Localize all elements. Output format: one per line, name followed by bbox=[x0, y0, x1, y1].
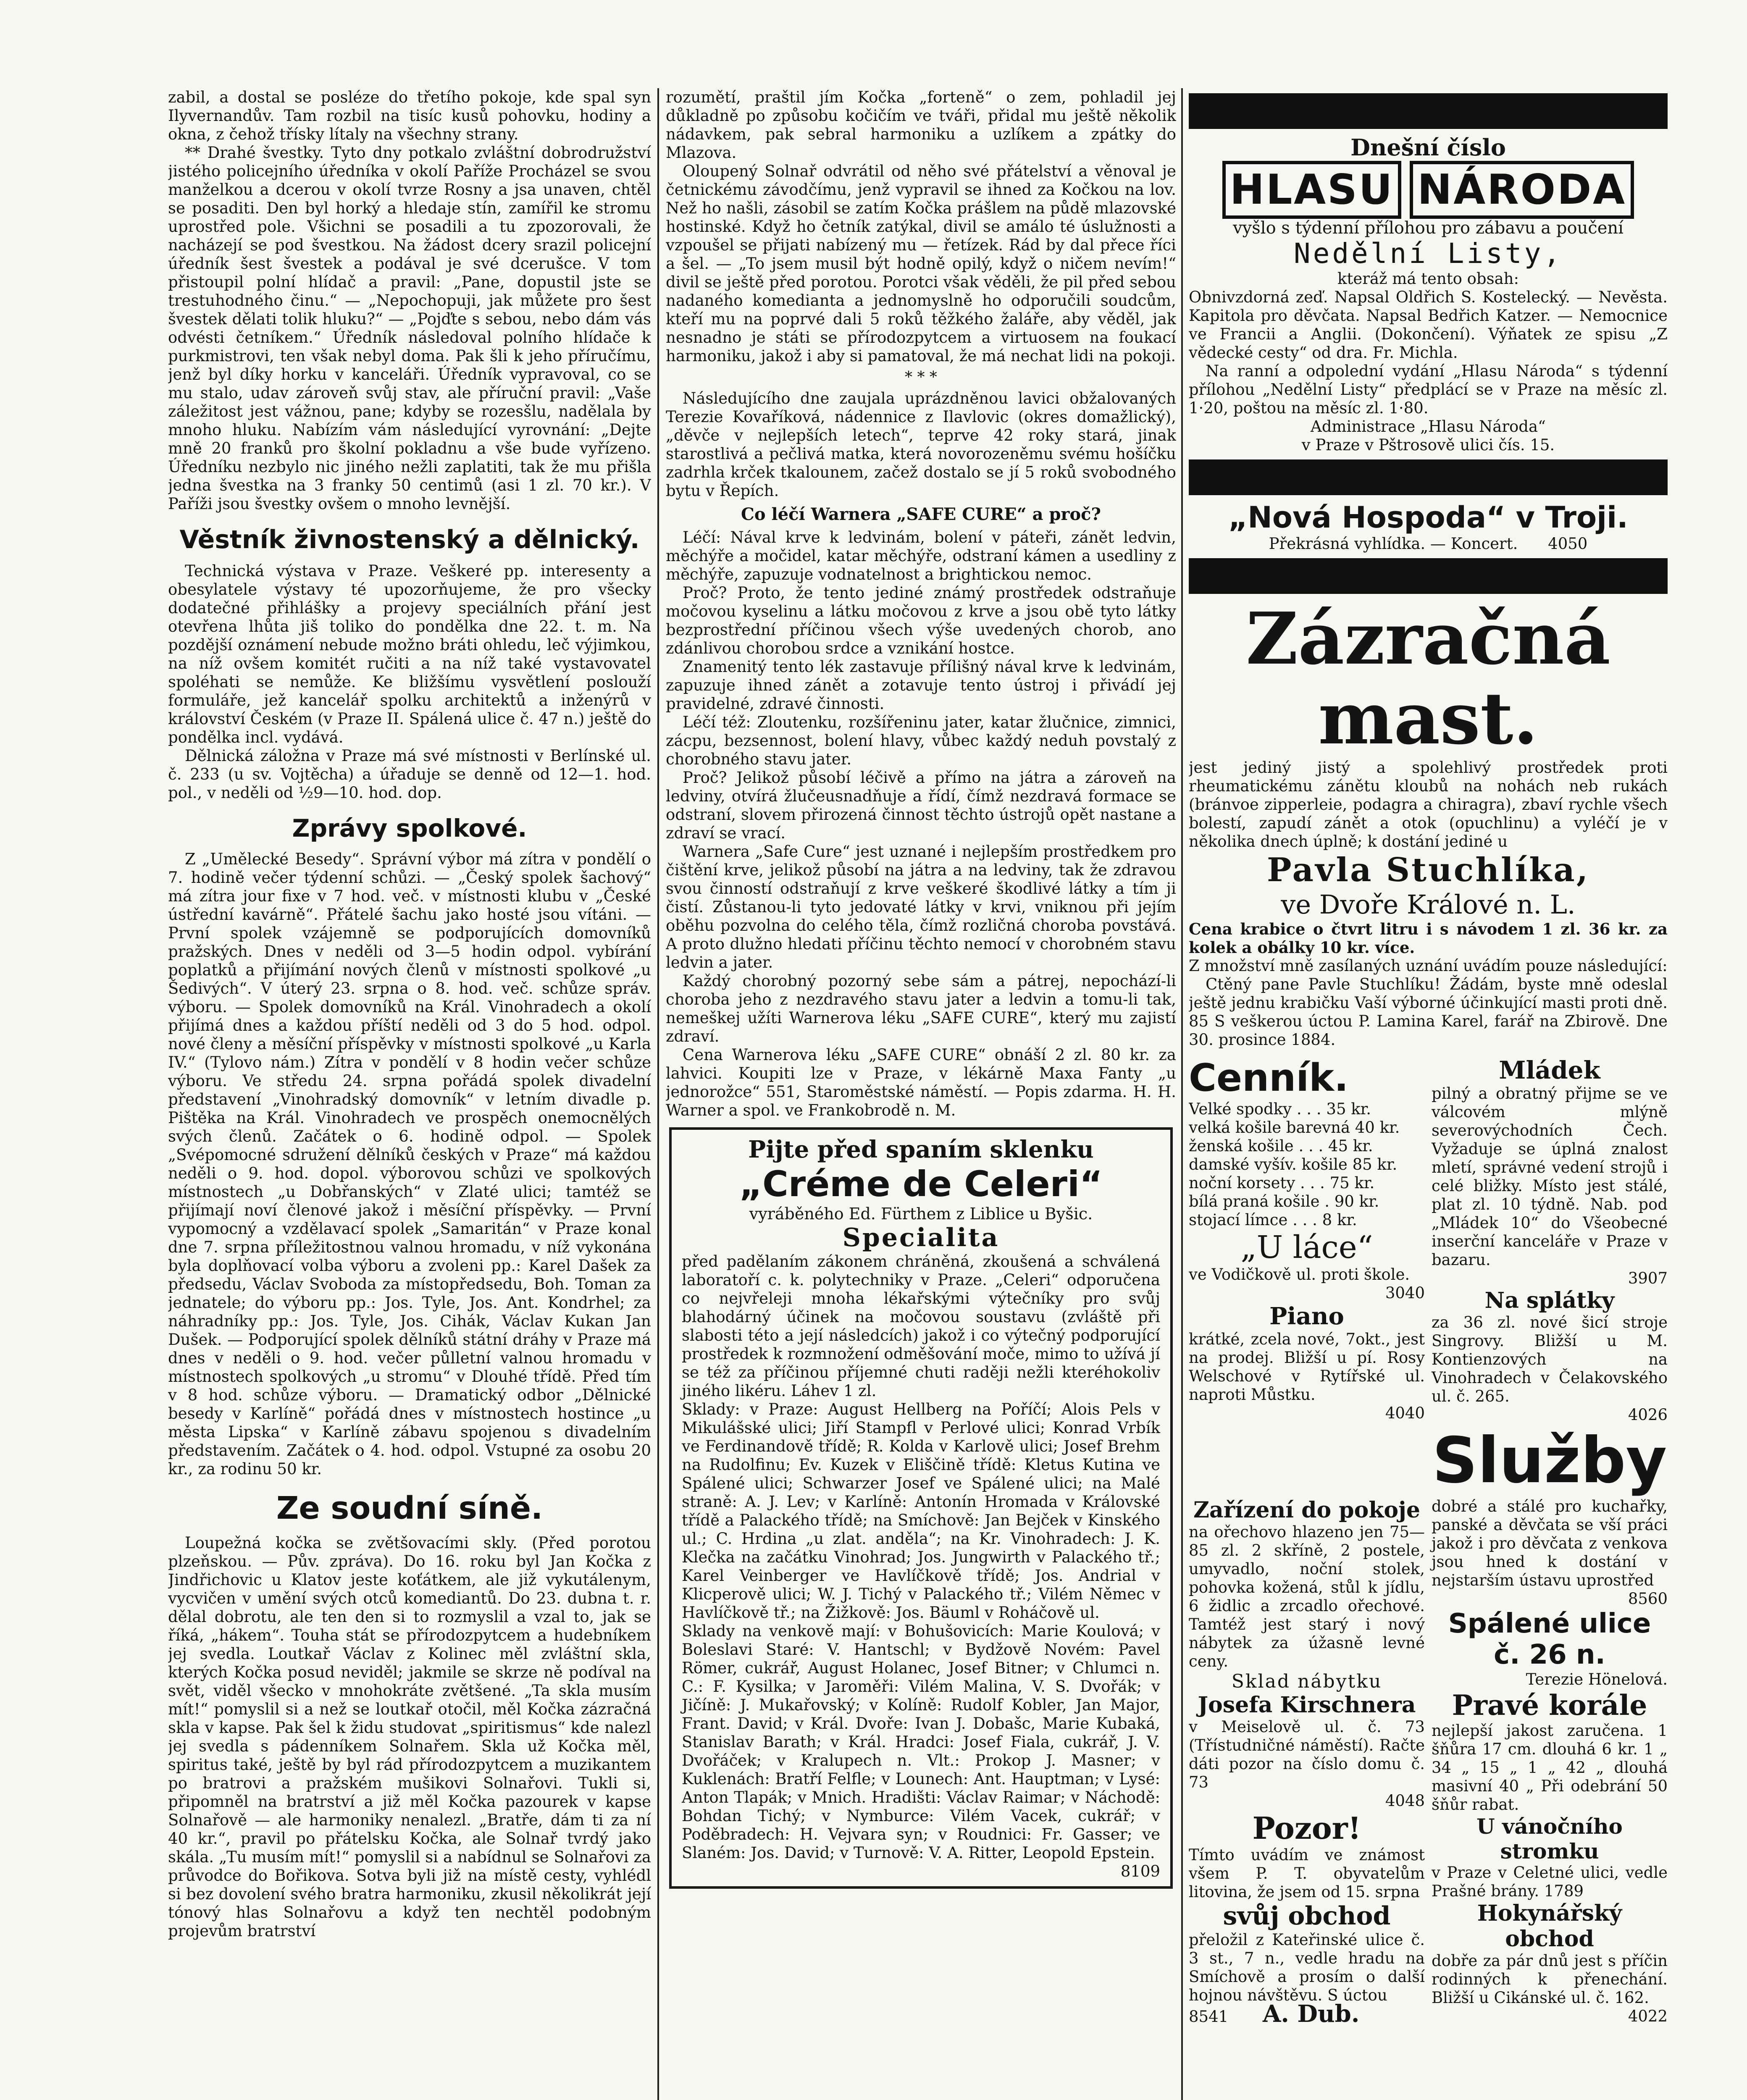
splatky-number: 4026 bbox=[1628, 1406, 1668, 1424]
section-heading-soud: Ze soudní síně. bbox=[276, 1490, 543, 1526]
sluzby-title: Služby bbox=[1432, 1424, 1667, 1497]
safe-cure-p5: Proč? Jelikož působí léčivě a přímo na játra a zároveň na ledviny, otvírá žlučeusnadňuje a řídí, čímž nezdravá formace se odstraní, slovem přirozená činnost těchto ústrojů opět nastane a zdraví se vrací. bbox=[666, 769, 1176, 842]
celeri-spec: Specialita bbox=[842, 1223, 1000, 1252]
celeri-sklady: Sklady: v Praze: August Hellberg na Poříčí; Alois Pels v Mikulášské ulici; Jiří Stampfl v Perlové ulici; Konrad Vrbík ve Ferdinandově třídě; R. Kolda v Karlově ulici; Josef Brehm na Rudolfinu; Ev. Kuzek v Eliščině třídě: Kletus Kutina ve Spálené ulici; Schwarzer Josef ve Spálené ulici; na Malé straně: A. J. Lev; v Karlíně: Antonín Hromada v Královské třídě a Palackého třídě; na Smíchově: Jan Bejček v Kinského ul.; C. Hrdina „u zlat. anděla“; na Kr. Vinohradech: J. K. Klečka na začátku Vinohrad; Jos. Jungwirth v Palackého tř.; Karel Veinberger ve Havlíčkově třídě; Jos. Andrial v Klicperově ulici; W. J. Tichý v Palackého tř.; Vilém Němec v Havlíčkově tř.; na Žižkově: Jos. Bäuml v Roháčově ul. bbox=[682, 1400, 1160, 1622]
zarizeni-ad bbox=[1189, 1497, 1425, 2026]
cennik-row: Velké spodky . . . 35 kr. bbox=[1189, 1100, 1371, 1118]
cennik-row: velká košile barevná 40 kr. bbox=[1189, 1118, 1400, 1137]
cennik-row: damské vyšív. košile 85 kr. bbox=[1189, 1155, 1398, 1173]
column-2 bbox=[666, 88, 1176, 2100]
sluzby-body: dobré a stálé pro kuchařky, panské a děvčata se vší práci jakož i pro děvčata z venkova jsou hned k dostání v nejstarším ústavu uprostřed bbox=[1432, 1497, 1668, 1589]
article-kocka-cont: rozumětí, praštil jím Kočka „forteně“ o zem, pohladil jej důkladně po způsobu kočičím ve tváři, přidal mu ještě několik nádavkem, pak sebral harmoniku a uzlíkem a zpátky do Mlazova. bbox=[666, 88, 1176, 162]
dvur-kralove: ve Dvoře Králové n. L. bbox=[1281, 889, 1576, 920]
sluzby-number: 8560 bbox=[1628, 1590, 1668, 1608]
celeri-number: 8109 bbox=[1120, 1862, 1160, 1880]
kirschner-number: 4048 bbox=[1385, 1792, 1425, 1810]
sklad-nabytku: Sklad nábytku bbox=[1231, 1671, 1382, 1692]
cennik-row: noční korsety . . . 75 kr. bbox=[1189, 1174, 1375, 1192]
article-kocka: Loupežná kočka se zvětšovacími skly. (Před porotou plzeňskou. — Pův. zpráva). Do 16. roku byl Jan Kočka z Jindřichovic u Klatov jeste koťátkem, ale již vykutálenym, vycvičen v umění svých otců komediantů. Do 23. dubna t. r. dělal dobrotu, ale ten den si to rozmyslil a vzal to, jak se říká, „hákem“. Touha stát se přírodozpytcem a hudebníkem jej svedla. Loutkař Václav z Kolinec měl zvláštní skla, kterých Kočka posud neviděl; jakmile se skrze ně podíval na svět, viděl všecko v mnohokráte zvětšené. „Ta skla musím mít!“ pomyslil si a než se loutkař otočil, měl Kočka zázračná skla v kapse. Pak šel k židu studovat „spiritismus“ kde nalezl jej svedla s pádenníkem Solnařem. Skla už Kočka měl, spiritus také, ještě by byl rád přírodozpytcem a muzikantem po bratrovi a pražském mušikovi Solnařovi. Tukli si, připomněl na bratrství a již měl Kočka pazourek v kapse Solnařově — ale harmoniky nenalezl. „Bratře, dám ti za ní 40 kr.“, pravil po přátelsku Kočka, ale Solnař tvrdý jako skála. „Tu musím mít!“ pomyslil si a nabídnul se Solnařovi za průvodce do Bořikova. Sotva byli již na místě cesty, vyhlédl si bez dovolení svého bratra harmoniku, zkusil několikrát její tónový hlas Solnařovu a když ten nechtěl podobným projevům bratrství bbox=[168, 1534, 651, 1940]
piano-number: 4040 bbox=[1385, 1404, 1425, 1422]
black-bar bbox=[1189, 558, 1668, 594]
safe-cure-p7: Každý chorobný pozorný sebe sám a pátrej, nepochází-li choroba jeho z nezdravého stavu jater a ledvin a tomu-li tak, nemeškej užíti Warnerova léku „SAFE CURE“, který mu zajistí zdraví. bbox=[666, 972, 1176, 1045]
obsah-body: Obnivzdorná zeď. Napsal Oldřich S. Kostelecký. — Nevěsta. Kapitola pro děvčata. Napsal Bedřich Katzer. — Nemocnice ve Francii a Anglii. (Dokončení). Výňatek ze spisu „Z vědecké cesty“ od dra. Fr. Michla. bbox=[1189, 288, 1668, 362]
mast-body: jest jediný jistý a spolehlivý prostředek proti rheumatickému zánětu kloubů na nohách neb rukách (bránvoe zipperleie, podagra a chiragra), zbaví rychle všech bolestí, zapudí zánět a otok (opuchlinu) a vyléčí je v několika dnech úplně; k dostání jediné u bbox=[1189, 759, 1668, 850]
piano-title: Piano bbox=[1269, 1302, 1344, 1330]
section-heading-zpravy: Zprávy spolkové. bbox=[292, 814, 527, 843]
zazracna-title: Zázračná bbox=[1246, 597, 1610, 681]
hokynarsky-obchod: Hokynářský obchod bbox=[1477, 1900, 1622, 1952]
terezie-honelova: Terezie Hönelová. bbox=[1526, 1670, 1668, 1688]
cennik-row: stojací límce . . . 8 kr. bbox=[1189, 1211, 1357, 1229]
mladek-ad bbox=[1432, 1056, 1668, 1497]
nova-hospoda: „Nová Hospoda“ v Troji. bbox=[1228, 500, 1628, 535]
ads-grid-1 bbox=[1189, 1056, 1668, 1497]
safe-cure-p1: Léčí: Nával krve k ledvinám, bolení v páteři, zánět ledvin, měchýře a močidel, katar měchýře, odstraní kámen a usedliny z měchýře, zapuzuje vodnatelnost a brightickou nemoc. bbox=[666, 528, 1176, 583]
celeri-body: před padělaním zákonem chráněná, zkoušená a schválená laboratoří c. k. polytechniky v Praze. „Celeri“ odporučena co nejvřeleji mnoha lékařskými výtečníky pro svůj blahodárný účinek na močovou soustavu (zvláště při slabosti této a její následcích) jakož i co výtečný podporující prostředek k rozmnožení odměšování moče, mimo to užívá jí se též za příčinou příjemné chuti raději nežli kteréhokoliv jiného likéru. Láhev 1 zl. bbox=[682, 1252, 1160, 1400]
celeri-line1: Pijte před spaním sklenku bbox=[748, 1136, 1094, 1163]
piano-body: krátké, zcela nové, 7okt., jest na prodej. Bližší u pí. Rosy Welschové v Rytířské ul. naproti Můstku. bbox=[1189, 1330, 1425, 1404]
mast-title: mast. bbox=[1318, 677, 1538, 761]
article-spolky: Z „Umělecké Besedy“. Správní výbor má zítra v pondělí o 7. hodině večer týdenní schůzi. — „Český spolek šachový“ má zítra jour fixe v 7 hod. več. v místnosti klubu v „České ústřední kavárně“. Přátelé šachu jako hosté jsou vítáni. — První spolek vzájemně se podporujících domovníků pražských. Dnes v neděli od 3—5 hodin odpol. vybírání poplatků a přijímání nových členů v místnosti spolkové „u Šedivých“. V úterý 23. srpna o 8. hod. več. schůze správ. výboru. — Spolek domovníků na Král. Vinohradech a okolí přijímá dnes a každou příští neděli od 3 do 5 hod. odpol. nové členy a měsíční příspěvky v místnosti spolkové „u Karla IV.“ (Tylovo nám.) Zítra v pondělí v 8 hodin večer schůze výboru. Ve středu 24. srpna pořádá spolek divadelní představení „Vinohradský domovník“ v letním divadle p. Pištěka na Král. Vinohradech ve prospěch onemocnělých svých členů. Začátek o 6. hodině odpol. — Spolek „Svépomocné sdružení dělníků českých v Praze“ má každou neděli o 9. hod. dopol. výborovou schůzi ve spolkových místnostech „u Dobřanských“ v Zlaté ulici; tamtéž se přijímají noví členové jakož i měsíční příspěvky. — První vypomocný a vzdělavací spolek „Samaritán“ v Praze konal dne 7. srpna příležitostnou valnou hromadu, v níž vykonána byla doplňovací volba výboru a zvoleni pp.: Karel Dašek za předsedu, Václav Svoboda za místopředsedu, Boh. Toman za jednatele; do výboru pp.: Jos. Tyle, Jos. Ant. Kondrhel; za náhradníky pp.: Jos. Tyle, Jos. Cihák, Václav Kukan Jan Dušek. — Podporující spolek dělníků státní dráhy v Praze má dnes v neděli o 9. hod. večer půlletní valnou hromadu v místnostech spolkových „u stromu“ v Dlouhé třídě. Před tím v 8 hod. schůze výboru. — Dramatický odbor „Dělnické besedy v Karlíně“ pořádá dnes v místnostech hostince „u města Lipska“ v Karlíně zábavu spojenou s divadelním představením. Začátek o 4. hod. odpol. Vstupné za osobu 20 kr., za rodinu 50 kr. bbox=[168, 850, 651, 1478]
nova-hospoda-sub: Překrásná vyhlídka. — Koncert. 4050 bbox=[1269, 535, 1588, 553]
administrace-address: v Praze v Pštrosově ulici čís. 15. bbox=[1301, 436, 1555, 454]
u-lace-address: ve Vodičkově ul. proti škole. bbox=[1189, 1265, 1410, 1284]
celeri-advertisement bbox=[669, 1127, 1173, 1889]
obchod-body: přeložil z Kateřinské ulice č. 3 st., 7 n., vedle hradu na Smíchově a prosím o další hojnou návštěvu. S úctou bbox=[1189, 1931, 1425, 2004]
article-continuation: zabil, a dostal se posléze do třetího pokoje, kde spal syn Ilyvernandův. Tam rozbil na tisíc kusů pohovku, hodiny a okna, z čehož třísky lítaly na všechny strany. bbox=[168, 88, 651, 143]
u-lace: „U láce“ bbox=[1240, 1229, 1373, 1265]
hokynar-number: 4022 bbox=[1628, 2007, 1668, 2025]
obchod-title: svůj obchod bbox=[1223, 1901, 1391, 1931]
article-kovarikova: Následujícího dne zaujala uprázdněnou lavici obžalovaných Terezie Kovaříková, nádennice z Ilavlovic (okres domažlický), „děvče v nejlepších letech“, teprve 42 roky stará, jinak starostlivá a pečlivá matka, která novorozeněmu svému hošíčku zadrhla krček tkalounem, začež dostalo se jí 5 roků svobodného bytu v Řepích. bbox=[666, 389, 1176, 500]
mast-uznani: Z množství mně zasílaných uznání uvádím pouze následující: bbox=[1189, 957, 1668, 975]
pavla-stuchlika: Pavla Stuchlíka, bbox=[1266, 851, 1590, 889]
cennik-row: bílá praná košile . 90 kr. bbox=[1189, 1192, 1379, 1210]
mast-cena: Cena krabice o čtvrt litru i s návodem 1 zl. 36 kr. za kolek a obálky 10 kr. více. bbox=[1189, 920, 1668, 957]
dnesni-cislo: Dnešní číslo bbox=[1350, 134, 1506, 161]
safe-cure-p2: Proč? Proto, že tento jediné známý prostředek odstraňuje močovou kyselinu a látku močovou z krve a jsou obě tyto látky bezprostřední příčinou všech výše uvedených chorob, ano zdánlivou chorobou srdce a vznikání hostce. bbox=[666, 584, 1176, 657]
sluzby-ad bbox=[1432, 1497, 1668, 2026]
safe-cure-p6: Warnera „Safe Cure“ jest uznané i nejlepším prostředkem pro čištění krve, jelikož působí na játra a na ledviny, tak že zdravou svou činností odstraňují z krve veškeré škodlivé látky a tím ji čistí. Zůstanou-li tyto jedovaté látky v krvi, vniknou při jejím oběhu pozvolna do celého těla, čímž rozličná choroba povstává. A proto dlužno hledati příčinu těchto nemocí v chorobném stavu ledvin a jater. bbox=[666, 843, 1176, 971]
mladek-number: 3907 bbox=[1628, 1269, 1668, 1287]
vanocni-stromek: U vánočního stromku bbox=[1476, 1814, 1623, 1864]
column-1 bbox=[168, 88, 651, 2100]
safe-cure-price: Cena Warnerova léku „SAFE CURE“ obnáší 2 zl. 80 kr. za lahvici. Koupiti lze v Praze, v lékárně Maxa Fanty „u jednorožce“ 551, Staroměstské náměstí. — Popis zdarma. H. H. Warner a spol. ve Frankobrodě n. M. bbox=[666, 1046, 1176, 1119]
cennik-ad bbox=[1189, 1056, 1425, 1497]
prave-korale-title: Pravé korále bbox=[1452, 1689, 1647, 1722]
hlasu-naroda-logo: HLASU NÁRODA bbox=[1189, 161, 1668, 219]
celeri-maker: vyráběného Ed. Fürthem z Liblice u Byšic. bbox=[749, 1205, 1093, 1223]
mladek-body: pilný a obratný přijme se ve válcovém mlýně severovýchodních Čech. Vyžaduje se úplná znalost mletí, správné vedení strojů i celé bližky. Místo jest stálé, plat zl. 10 týdně. Nab. pod „Mládek 10“ do Všeobecné inserční kanceláře v Praze v bazaru. bbox=[1432, 1084, 1668, 1269]
black-bar bbox=[1189, 459, 1668, 495]
column-3-ads bbox=[1189, 88, 1668, 2100]
separator-stars: * * * bbox=[905, 369, 937, 386]
zarizeni-body: na ořechovo hlazeno jen 75—85 zl. 2 skříně, 2 postele, umyvadlo, noční stolek, pohovka kožená, stůl k jídlu, 6 židlic a zrcadlo ořechové. Tamtéž jest starý i nový nábytek za úžasně levné ceny. bbox=[1189, 1523, 1425, 1670]
article-solnar: Oloupený Solnař odvrátil od něho své přátelství a věnoval je četnickému závodčímu, jenž vypravil se ihned za Kočkou na lov. Než ho našli, zásobil se zatím Kočka prášlem na půdě mlazovské hostinské. Když ho četník zatýkal, divil se amálo té úslužnosti a vzpoušel se přijati nabízený mu — řetízek. Rád by dal přece říci a šel. — „To jsem musil být hodně opilý, když o ničem nevím!“ divil se ještě před porotou. Porotci však věděli, že pil před sebou nadaného komedianta a jednomyslně ho odporučili soudcům, kteří mu na poprvé dali 5 roků těžkého žaláře, aby věděl, jak nesnadno je státi se přírodozpytcem a virtuosem na foukací harmoniku, jakož i aby si pamatoval, že má nechat lidi na pokoji. bbox=[666, 162, 1176, 365]
pozor-body: Tímto uvádím ve známost všem P. T. obyvatelům litovina, že jsem od 15. srpna bbox=[1189, 1846, 1425, 1901]
administrace: Administrace „Hlasu Národa“ bbox=[1311, 417, 1546, 436]
korale-body: nejlepší jakost zaručena. 1 šňůra 17 cm. dlouhá 6 kr. 1 „ 34 „ 15 „ 1 „ 42 „ dlouhá masivní 40 „ Při odebrání 50 šňůr rabat. bbox=[1432, 1722, 1668, 1814]
mast-letter: Ctěný pane Pavle Stuchlíku! Žádám, byste mně odeslal ještě jednu krabičku Vaší výborné účinkující masti proti dně. 85 S veškerou úctou P. Lamina Karel, farář na Zbirově. Dne 30. prosince 1884. bbox=[1189, 975, 1668, 1049]
column-divider bbox=[657, 88, 659, 2100]
zarizeni-title: Zařízení do pokoje bbox=[1193, 1497, 1420, 1523]
hokynar-body: dobře za pár dnů jest s příčin rodinných k přenechání. Bližší u Cikánské ul. č. 162. bbox=[1432, 1952, 1668, 2007]
nedelni-listy: Nedělní Listy, bbox=[1293, 237, 1563, 270]
pozor-title: Pozor! bbox=[1252, 1810, 1361, 1846]
spalene-ulice: Spálené ulice č. 26 n. bbox=[1448, 1608, 1651, 1670]
safe-cure-heading: Co léčí Warnera „SAFE CURE“ a proč? bbox=[741, 504, 1101, 524]
vyslo-text: vyšlo s týdenní přílohou pro zábavu a poučení bbox=[1233, 218, 1624, 238]
cennik-title: Cenník. bbox=[1189, 1056, 1349, 1100]
article-zalozna: Dělnická záložna v Praze má své místnosti v Berlínské ul. č. 233 (u sv. Vojtěcha) a úřaduje se denně od 12—1. hod. pol., v neděli od ½9—10. hod. dop. bbox=[168, 747, 651, 802]
u-lace-number: 3040 bbox=[1385, 1284, 1425, 1302]
column-divider bbox=[1181, 88, 1183, 2100]
kirschner-name: Josefa Kirschnera bbox=[1198, 1692, 1416, 1718]
article-svestky: ** Drahé švestky. Tyto dny potkalo zvláštní dobrodružství jistého policejního úředníka v okolí Paříže Procházel se svou manželkou a dcerou v okolí tvrze Rosny a jsa unaven, chtěl se posaditi. Den byl horký a hledaje stín, zamířil ke stromu uprostřed pole. Všichni se posadili a tu zpozorovali, že nacházejí se pod švestkou. Na žádost dcery srazil policejní úředník šest švestek a podával je své dcerušce. V tom přistoupil polní hlídač a pravil: „Pane, dopustil jste se trestuhodného činu.“ — „Nepochopuji, jak můžete pro šest švestek dělati tolik hluku?“ — „Pojďte s sebou, nebo dám vás odvésti četníkem.“ Úředník následoval polního hlídače k purkmistrovi, ten však nebyl doma. Pak šli k jeho příručímu, jenž byl díky horku v kanceláři. Úředník vypravoval, co se mu stalo, udav zároveň svůj stav, ale příruční pravil: „Vaše záležitost jest vážnou, pane; kdyby se rozesšlu, nadělala by mnoho hluku. Nabízím vám následující vyrovnání: „Dejte mně 20 franků pro školní pokladnu a vše bude vyřízeno. Úředníku nezbylo nic jiného nežli zaplatiti, tak že mu přišla jedna švestka na 3 franky 50 centimů (asi 1 zl. 70 kr.). V Paříži jsou švestky ovšem o mnoho levnější. bbox=[168, 144, 651, 513]
stromek-body: v Praze v Celetné ulici, vedle Prašné brány. 1789 bbox=[1432, 1864, 1668, 1900]
cennik-row: ženská košile . . . 45 kr. bbox=[1189, 1137, 1373, 1155]
ads-grid-2 bbox=[1189, 1497, 1668, 2026]
safe-cure-p3: Znamenitý tento lék zastavuje přílišný nával krve k ledvinám, zapuzuje ihned zánět a zotavuje tento ústroj i přivádí jej pravidelné, zdravé činnosti. bbox=[666, 658, 1176, 713]
safe-cure-p4: Léčí též: Zloutenku, rozšířeninu jater, katar žlučnice, zimnici, zácpu, bezsennost, bolení hlavy, vůbec každý neduh povstalý z chorobného stavu jater. bbox=[666, 713, 1176, 768]
mladek-title: Mládek bbox=[1499, 1056, 1600, 1084]
splatky-title: Na splátky bbox=[1484, 1288, 1615, 1313]
dub-sign: 8541 A. Dub. bbox=[1189, 2000, 1360, 2028]
section-heading-vestnik: Věstník živnostenský a dělnický. bbox=[179, 525, 640, 554]
kirschner-body: v Meiselově ul. č. 73 (Třístudničné náměstí). Račte dáti pozor na číslo domu č. 73 bbox=[1189, 1718, 1425, 1791]
celeri-title: „Créme de Celeri“ bbox=[739, 1163, 1103, 1205]
celeri-venkov: Sklady na venkově mají: v Bohušovicích: Marie Koulová; v Boleslavi Staré: V. Hantschl; v Bydžově Novém: Pavel Römer, cukrář, August Holanec, Josef Bitner; v Chlumci n. C.: F. Kysilka; v Jaroměři: Vilém Malina, V. S. Dvořák; v Jičíně: J. Mukařovský; v Kolíně: Rudolf Kobler, Jan Major, Frant. David; v Král. Dvoře: Ivan J. Dobašc, Marie Kubaká, Stanislav Barath; v Král. Hradci: Josef Fiala, cukrář, J. V. Dvořáček; v Kralupech n. Vlt.: Prokop J. Masner; v Kuklenách: Bratří Felfle; v Lounech: Ant. Hauptman; v Lysé: Anton Tlapák; v Mnich. Hradišti: Václav Raimar; v Náchodě: Bohdan Tichý; v Nymburce: Vilém Vacek, cukrář; v Poděbradech: H. Vejvara syn; v Roudnici: Fr. Gasser; ve Slaném: Jos. David; v Turnově: V. A. Ritter, Leopold Epstein. bbox=[682, 1622, 1160, 1862]
predplatne: Na ranní a odpolední vydání „Hlasu Národa“ s týdenní přílohou „Nedělní Listy“ předplácí se v Praze na měsíc zl. 1·20, poštou na měsíc zl. 1·80. bbox=[1189, 362, 1668, 417]
obsah-label: kteráž má tento obsah: bbox=[1337, 270, 1519, 288]
splatky-body: za 36 zl. nové šicí stroje Singrovy. Bližší u M. Kontienzových na Vinohradech v Čelakovského ul. č. 265. bbox=[1432, 1313, 1668, 1405]
article-vystava: Technická výstava v Praze. Veškeré pp. interesenty a obesylatele výstavy té upozorňujeme, že pro všecky dodatečné přihlášky a projevy speciálních přání jest otevřena lhůta jiš toliko do pondělka dne 22. t. m. Na pozdější oznámení nebude možno bráti ohledu, leč výjimkou, na níž ovšem komitét ručiti a na níž také vystavovatel spoléhati se nemůže. Ke bližšímu vysvětlení poslouží formuláře, jež kancelář spolku architektů a inženýrů v království Českém (v Praze II. Spálená ulice č. 47 n.) ještě do pondělka incl. vydává. bbox=[168, 562, 651, 746]
black-bar bbox=[1189, 93, 1668, 129]
